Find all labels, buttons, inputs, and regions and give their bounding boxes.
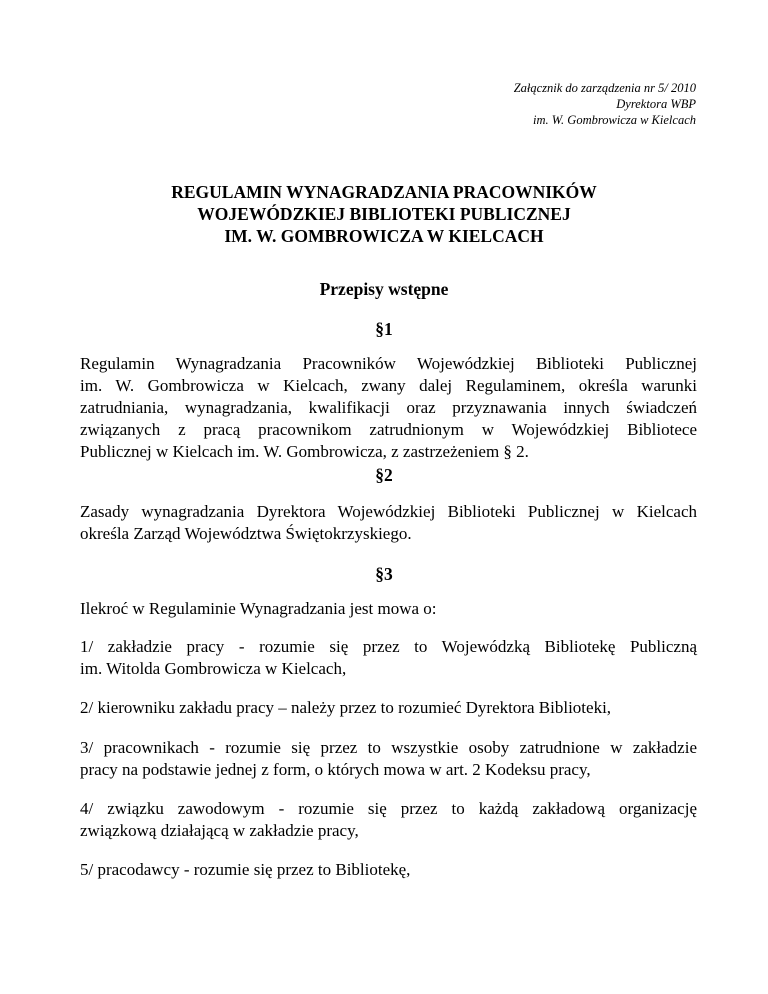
definition-line: 3/ pracownikach - rozumie się przez to wszystkie osoby zatrudnione w zakładzie [80,738,697,757]
definition-line: związkową działającą w zakładzie pracy, [80,821,359,840]
annex-line-1: Załącznik do zarządzenia nr 5/ 2010 [513,81,696,95]
definition-item-1 [80,636,697,680]
title-line-2: WOJEWÓDZKIEJ BIBLIOTEKI PUBLICZNEJ [197,204,571,224]
annex-line-2: Dyrektora WBP [616,97,696,111]
definition-line: 5/ pracodawcy - rozumie się przez to Bibliotekę, [80,860,411,879]
annex-note [514,80,696,128]
definition-line: 2/ kierowniku zakładu pracy – należy przez to rozumieć Dyrektora Biblioteki, [80,698,612,717]
definition-line: im. Witolda Gombrowicza w Kielcach, [80,659,347,678]
definition-item-5 [80,859,697,881]
paragraph-1-line: im. W. Gombrowicza w Kielcach, zwany dalej Regulaminem, określa warunki [80,376,697,395]
paragraph-1-heading: §1 [375,319,393,339]
section-heading: Przepisy wstępne [319,279,449,299]
definition-line: 4/ związku zawodowym - rozumie się przez to każdą zakładową organizację [80,799,697,818]
definition-item-3 [80,737,697,781]
paragraph-2-text [80,501,697,545]
paragraph-1-line: związanych z pracą pracownikom zatrudnionym w Wojewódzkiej Bibliotece [80,420,697,439]
annex-line-3: im. W. Gombrowicza w Kielcach [533,113,696,127]
paragraph-2-line: określa Zarząd Województwa Świętokrzyskiego. [80,524,412,543]
paragraph-1-line: zatrudniania, wynagradzania, kwalifikacji oraz przyznawania innych świadczeń [80,398,697,417]
definition-item-2 [80,697,697,719]
definition-line: 1/ zakładzie pracy - rozumie się przez to Wojewódzką Bibliotekę Publiczną [80,637,697,656]
document-title [0,181,768,247]
definition-item-4 [80,798,697,842]
paragraph-3-heading: §3 [375,564,393,584]
paragraph-2-heading: §2 [375,465,393,485]
title-line-1: REGULAMIN WYNAGRADZANIA PRACOWNIKÓW [171,182,597,202]
title-line-3: IM. W. GOMBROWICZA W KIELCACH [224,226,544,246]
paragraph-2-line: Zasady wynagradzania Dyrektora Wojewódzkiej Biblioteki Publicznej w Kielcach [80,502,697,521]
definition-line: pracy na podstawie jednej z form, o których mowa w art. 2 Kodeksu pracy, [80,760,591,779]
paragraph-1-line: Regulamin Wynagradzania Pracowników Wojewódzkiej Biblioteki Publicznej [80,354,697,373]
paragraph-1-line: Publicznej w Kielcach im. W. Gombrowicza, z zastrzeżeniem § 2. [80,442,529,461]
paragraph-3-intro [80,598,697,620]
paragraph-1-text [80,353,697,463]
paragraph-3-intro-line: Ilekroć w Regulaminie Wynagradzania jest mowa o: [80,599,437,618]
